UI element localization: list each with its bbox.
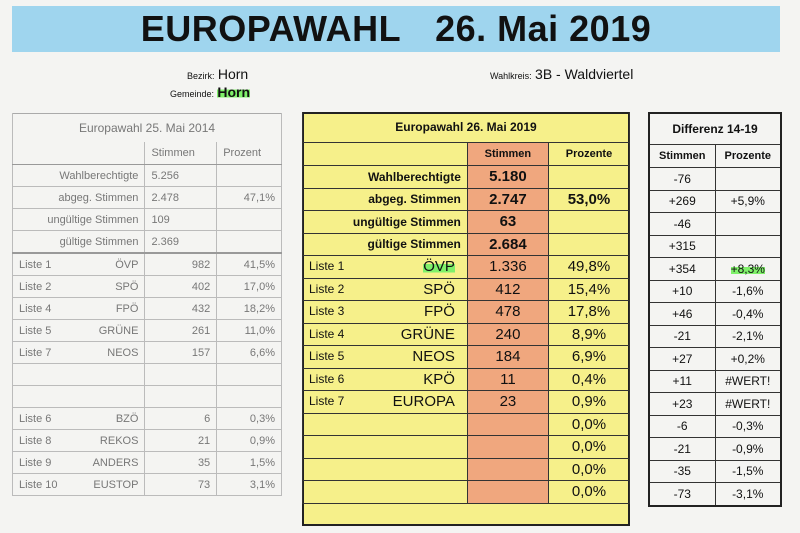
table-diff-header-prozente: Prozente	[715, 145, 781, 168]
table-row	[13, 187, 282, 209]
list-party-cell	[303, 256, 468, 279]
list-party-cell	[303, 301, 468, 324]
table-row	[13, 342, 282, 364]
diff-stimmen: -21	[649, 325, 715, 348]
table-row	[13, 253, 282, 276]
table-row	[13, 452, 282, 474]
summary-prozent: 47,1%	[217, 187, 282, 209]
summary-stimmen: 2.369	[145, 231, 217, 254]
list-party-cell	[13, 408, 145, 430]
empty-cell	[13, 364, 145, 386]
empty-cell	[13, 386, 145, 408]
diff-stimmen: +10	[649, 280, 715, 303]
table-differenz	[648, 112, 782, 507]
diff-stimmen: +269	[649, 190, 715, 213]
diff-prozent: #WERT!	[715, 370, 781, 393]
table-row	[649, 438, 781, 461]
list-prozent: 6,6%	[217, 342, 282, 364]
party-name: EUROPA	[392, 393, 455, 411]
summary-prozent	[548, 166, 629, 189]
party-name: EUSTOP	[93, 478, 139, 491]
table-row	[13, 320, 282, 342]
table-row	[13, 430, 282, 452]
list-number: Liste 1	[19, 258, 52, 271]
list-party-cell	[303, 278, 468, 301]
list-party-cell	[13, 276, 145, 298]
party-name: ÖVP	[423, 258, 455, 276]
list-number: Liste 6	[309, 371, 345, 386]
diff-prozent	[715, 258, 781, 281]
title-left: EUROPAWAHL	[140, 8, 402, 49]
empty-cell	[217, 386, 282, 408]
table-2014-header-row	[13, 142, 282, 165]
list-number: Liste 4	[19, 302, 52, 315]
list-number: Liste 4	[309, 326, 345, 341]
table-2014	[12, 113, 282, 496]
table-row	[649, 190, 781, 213]
bezirk-value: Horn	[217, 66, 249, 82]
list-stimmen: 478	[467, 301, 548, 324]
table-2014-title: Europawahl 25. Mai 2014	[13, 114, 282, 143]
diff-stimmen: +23	[649, 393, 715, 416]
table-row	[303, 211, 630, 234]
list-prozent: 1,5%	[217, 452, 282, 474]
list-party-cell	[13, 430, 145, 452]
table-row	[303, 391, 630, 414]
table-2019-header-row	[303, 143, 630, 166]
table-2019-header-stimmen: Stimmen	[467, 143, 548, 166]
list-stimmen: 23	[467, 391, 548, 414]
summary-label: abgeg. Stimmen	[13, 187, 145, 209]
table-row	[13, 165, 282, 187]
table-row	[649, 258, 781, 281]
diff-stimmen: -35	[649, 460, 715, 483]
table-row	[649, 415, 781, 438]
summary-label: ungültige Stimmen	[13, 209, 145, 231]
list-number: Liste 5	[309, 349, 345, 364]
diff-stimmen: +27	[649, 348, 715, 371]
party-name: NEOS	[412, 348, 455, 366]
summary-prozent	[548, 211, 629, 234]
summary-prozent	[217, 165, 282, 187]
title-right: 26. Mai 2019	[435, 8, 652, 49]
summary-stimmen: 109	[145, 209, 217, 231]
table-row	[303, 323, 630, 346]
table-2019-title-row	[303, 112, 630, 143]
gemeinde	[170, 84, 250, 100]
list-stimmen: 1.336	[467, 256, 548, 279]
diff-stimmen: +315	[649, 235, 715, 258]
empty-stimmen	[467, 458, 548, 481]
table-row	[303, 481, 630, 504]
table-row	[303, 166, 630, 189]
table-diff-title-row	[649, 113, 781, 145]
list-stimmen: 6	[145, 408, 217, 430]
list-party-cell	[303, 391, 468, 414]
diff-stimmen: -73	[649, 483, 715, 506]
diff-stimmen: +354	[649, 258, 715, 281]
table-row	[303, 188, 630, 211]
table-row	[13, 209, 282, 231]
diff-prozent-value: +8,3%	[730, 261, 765, 276]
table-row	[649, 168, 781, 191]
table-row	[649, 235, 781, 258]
diff-prozent: -0,4%	[715, 303, 781, 326]
table-row	[13, 298, 282, 320]
diff-prozent: -0,9%	[715, 438, 781, 461]
list-stimmen: 11	[467, 368, 548, 391]
table-2019-title: Europawahl 26. Mai 2019	[303, 112, 630, 143]
table-row	[649, 393, 781, 416]
diff-prozent	[715, 168, 781, 191]
summary-label: Wahlberechtigte	[13, 165, 145, 187]
table-row	[303, 256, 630, 279]
list-number: Liste 6	[19, 412, 52, 425]
table-row	[649, 348, 781, 371]
list-party-cell	[13, 452, 145, 474]
diff-prozent: +5,9%	[715, 190, 781, 213]
list-stimmen: 261	[145, 320, 217, 342]
summary-label: gültige Stimmen	[13, 231, 145, 254]
diff-stimmen: -46	[649, 213, 715, 236]
list-party-cell	[303, 323, 468, 346]
list-stimmen: 73	[145, 474, 217, 496]
list-party-cell	[13, 474, 145, 496]
list-prozent: 0,0%	[548, 458, 629, 481]
table-row	[13, 408, 282, 430]
list-number: Liste 7	[309, 394, 345, 409]
party-name: ANDERS	[92, 456, 139, 469]
table-row	[13, 474, 282, 496]
list-stimmen: 412	[467, 278, 548, 301]
diff-stimmen: -21	[649, 438, 715, 461]
table-row	[649, 483, 781, 506]
wahlkreis-value: 3B - Waldviertel	[535, 66, 634, 82]
list-number: Liste 3	[309, 304, 345, 319]
table-row	[303, 301, 630, 324]
list-prozent: 15,4%	[548, 278, 629, 301]
table-row	[303, 458, 630, 481]
summary-label: ungültige Stimmen	[303, 211, 468, 234]
list-prozent: 18,2%	[217, 298, 282, 320]
party-name: KPÖ	[423, 370, 455, 388]
list-stimmen: 21	[145, 430, 217, 452]
summary-stimmen: 2.684	[467, 233, 548, 256]
table-row	[303, 278, 630, 301]
diff-prozent: -1,6%	[715, 280, 781, 303]
list-prozent: 0,9%	[217, 430, 282, 452]
diff-prozent	[715, 235, 781, 258]
diff-prozent: #WERT!	[715, 393, 781, 416]
gemeinde-value: Horn	[217, 84, 251, 100]
list-prozent: 49,8%	[548, 256, 629, 279]
list-prozent: 3,1%	[217, 474, 282, 496]
summary-stimmen: 2.747	[467, 188, 548, 211]
summary-stimmen: 63	[467, 211, 548, 234]
list-party-cell	[303, 346, 468, 369]
empty-stimmen	[467, 413, 548, 436]
empty-cell	[303, 413, 468, 436]
table-row	[13, 231, 282, 254]
list-party-cell	[13, 342, 145, 364]
list-party-cell	[13, 253, 145, 276]
table-row	[649, 280, 781, 303]
list-number: Liste 2	[19, 280, 52, 293]
table-row	[649, 213, 781, 236]
party-name: BZÖ	[115, 412, 139, 425]
list-prozent: 17,0%	[217, 276, 282, 298]
list-prozent: 0,0%	[548, 413, 629, 436]
summary-stimmen: 5.180	[467, 166, 548, 189]
party-name: ÖVP	[115, 258, 139, 271]
party-name: REKOS	[99, 434, 139, 447]
party-name: GRÜNE	[98, 324, 139, 337]
party-name: GRÜNE	[400, 325, 455, 343]
list-prozent: 0,3%	[217, 408, 282, 430]
empty-stimmen	[467, 436, 548, 459]
summary-stimmen: 5.256	[145, 165, 217, 187]
list-stimmen: 184	[467, 346, 548, 369]
diff-stimmen: +46	[649, 303, 715, 326]
summary-prozent: 53,0%	[548, 188, 629, 211]
empty-cell	[217, 364, 282, 386]
diff-stimmen: +11	[649, 370, 715, 393]
diff-prozent	[715, 213, 781, 236]
list-prozent: 41,5%	[217, 253, 282, 276]
summary-prozent	[217, 231, 282, 254]
diff-prozent: -1,5%	[715, 460, 781, 483]
list-stimmen: 402	[145, 276, 217, 298]
spacer-row	[13, 364, 282, 386]
table-row	[303, 368, 630, 391]
bezirk-label: Bezirk:	[187, 71, 215, 81]
party-name: SPÖ	[423, 280, 455, 298]
party-name: NEOS	[107, 346, 139, 359]
list-prozent: 0,4%	[548, 368, 629, 391]
table-2019-header-blank	[303, 143, 468, 166]
party-name: FPÖ	[115, 302, 139, 315]
table-row	[13, 276, 282, 298]
diff-prozent: -2,1%	[715, 325, 781, 348]
empty-cell	[303, 481, 468, 504]
list-prozent: 0,0%	[548, 481, 629, 504]
empty-stimmen	[467, 481, 548, 504]
list-stimmen: 432	[145, 298, 217, 320]
table-diff-title: Differenz 14-19	[649, 113, 781, 145]
summary-prozent	[548, 233, 629, 256]
list-number: Liste 1	[309, 259, 345, 274]
table-diff-header-row	[649, 145, 781, 168]
empty-cell	[303, 458, 468, 481]
empty-cell	[303, 436, 468, 459]
summary-label: abgeg. Stimmen	[303, 188, 468, 211]
empty-cell	[145, 386, 217, 408]
list-number: Liste 9	[19, 456, 52, 469]
wahlkreis-label: Wahlkreis:	[490, 71, 532, 81]
list-number: Liste 2	[309, 281, 345, 296]
table-row	[303, 413, 630, 436]
empty-cell	[145, 364, 217, 386]
list-stimmen: 35	[145, 452, 217, 474]
summary-label: Wahlberechtigte	[303, 166, 468, 189]
table-row	[649, 460, 781, 483]
spacer-row	[13, 386, 282, 408]
table-row	[303, 436, 630, 459]
table-2014-header-prozent: Prozent	[217, 142, 282, 165]
table-2019-header-prozente: Prozente	[548, 143, 629, 166]
list-stimmen: 982	[145, 253, 217, 276]
list-party-cell	[303, 368, 468, 391]
table-2014-header-stimmen: Stimmen	[145, 142, 217, 165]
list-stimmen: 157	[145, 342, 217, 364]
table-2014-title-row	[13, 114, 282, 143]
table-row	[649, 370, 781, 393]
list-number: Liste 10	[19, 478, 58, 491]
bezirk	[187, 66, 248, 82]
table-diff-header-stimmen: Stimmen	[649, 145, 715, 168]
diff-stimmen: -76	[649, 168, 715, 191]
party-name: SPÖ	[115, 280, 139, 293]
list-prozent: 0,0%	[548, 436, 629, 459]
diff-prozent: -0,3%	[715, 415, 781, 438]
page-title	[12, 6, 780, 52]
list-number: Liste 8	[19, 434, 52, 447]
party-name: FPÖ	[424, 303, 455, 321]
list-number: Liste 5	[19, 324, 52, 337]
list-prozent: 6,9%	[548, 346, 629, 369]
gemeinde-label: Gemeinde:	[170, 89, 215, 99]
list-prozent: 8,9%	[548, 323, 629, 346]
list-number: Liste 7	[19, 346, 52, 359]
summary-label: gültige Stimmen	[303, 233, 468, 256]
table-row	[649, 325, 781, 348]
diff-prozent: +0,2%	[715, 348, 781, 371]
diff-stimmen: -6	[649, 415, 715, 438]
list-prozent: 17,8%	[548, 301, 629, 324]
list-prozent: 0,9%	[548, 391, 629, 414]
table-2019	[302, 112, 630, 504]
list-stimmen: 240	[467, 323, 548, 346]
table-row	[303, 233, 630, 256]
table-2014-header-blank	[13, 142, 145, 165]
table-row	[303, 346, 630, 369]
diff-prozent: -3,1%	[715, 483, 781, 506]
list-prozent: 11,0%	[217, 320, 282, 342]
summary-stimmen: 2.478	[145, 187, 217, 209]
list-party-cell	[13, 298, 145, 320]
wahlkreis	[490, 66, 633, 82]
list-party-cell	[13, 320, 145, 342]
summary-prozent	[217, 209, 282, 231]
table-row	[649, 303, 781, 326]
